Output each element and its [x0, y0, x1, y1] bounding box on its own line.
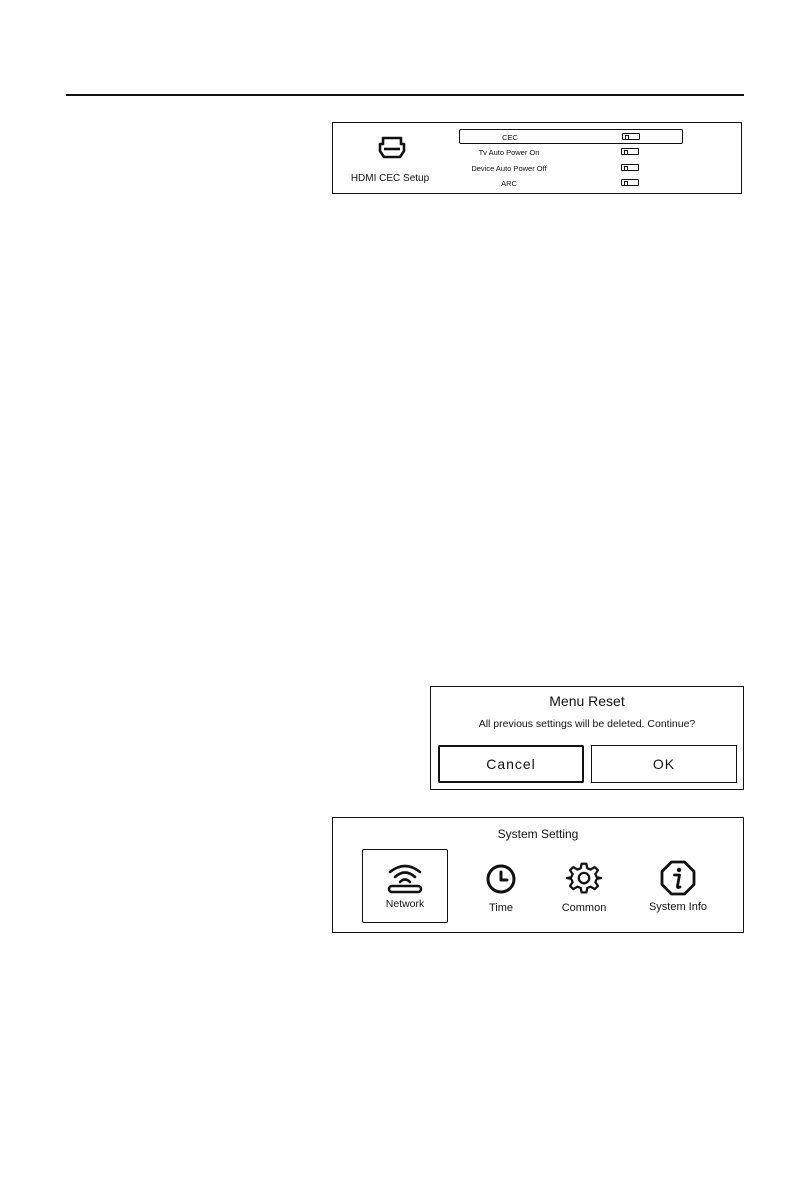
- menu-item-network[interactable]: [362, 849, 448, 923]
- arc-toggle[interactable]: [621, 179, 639, 186]
- info-icon: [659, 860, 697, 896]
- menu-item-label: Network: [385, 898, 425, 910]
- ok-button[interactable]: OK: [591, 745, 737, 783]
- cec-row-device-auto-power-off[interactable]: [461, 160, 685, 176]
- cec-row-label: CEC: [502, 133, 518, 142]
- system-setting-panel: [332, 817, 744, 933]
- hdmi-icon: [377, 135, 407, 161]
- cec-toggle[interactable]: [622, 133, 640, 140]
- menu-item-label: System Info: [648, 901, 708, 913]
- device-auto-power-off-toggle[interactable]: [621, 164, 639, 171]
- menu-item-time[interactable]: [473, 862, 529, 914]
- hdmi-cec-list: [461, 129, 685, 191]
- toggle-knob-icon: [625, 135, 629, 140]
- cec-row-cec[interactable]: [459, 129, 683, 144]
- wifi-router-icon: [385, 860, 425, 894]
- menu-item-label: Time: [488, 902, 514, 914]
- tv-auto-power-on-toggle[interactable]: [621, 148, 639, 155]
- toggle-knob-icon: [624, 150, 628, 155]
- dialog-message: All previous settings will be deleted. Continue?: [478, 718, 696, 730]
- menu-item-common[interactable]: [549, 862, 619, 914]
- page-header-rule: [66, 94, 744, 96]
- cec-row-tv-auto-power-on[interactable]: [461, 144, 685, 160]
- cec-row-label: Tv Auto Power On: [478, 148, 540, 157]
- menu-reset-dialog: [430, 686, 744, 790]
- hdmi-cec-panel: [332, 122, 742, 194]
- cec-row-arc[interactable]: [461, 175, 685, 191]
- system-setting-title: System Setting: [497, 827, 579, 841]
- cancel-button[interactable]: Cancel: [438, 745, 584, 783]
- toggle-knob-icon: [624, 166, 628, 171]
- menu-item-system-info[interactable]: [639, 860, 717, 913]
- hdmi-cec-title: HDMI CEC Setup: [350, 173, 430, 184]
- toggle-knob-icon: [624, 181, 628, 186]
- gear-icon: [566, 862, 602, 896]
- clock-icon: [484, 862, 518, 896]
- cec-row-label: ARC: [501, 179, 517, 188]
- menu-item-label: Common: [561, 902, 607, 914]
- hdmi-cec-side: [333, 123, 453, 193]
- dialog-title: Menu Reset: [549, 693, 625, 709]
- cec-row-label: Device Auto Power Off: [471, 163, 547, 173]
